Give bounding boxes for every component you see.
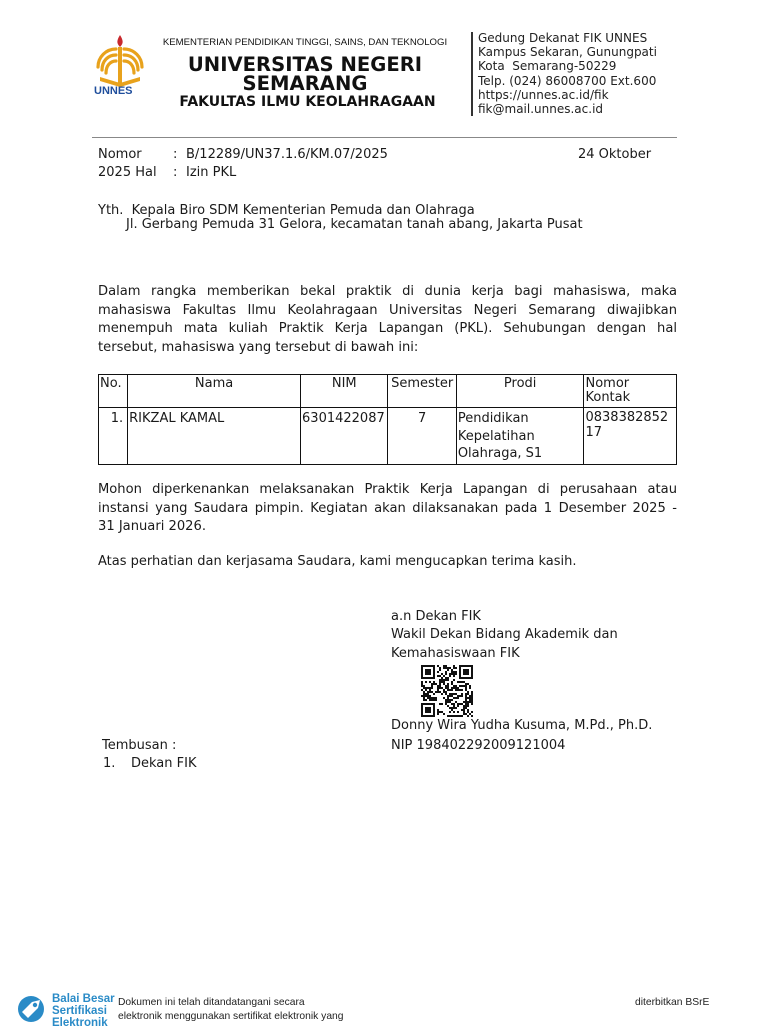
signatory-name: Donny Wira Yudha Kusuma, M.Pd., Ph.D. (391, 718, 653, 733)
email-link[interactable]: fik@mail.unnes.ac.id (478, 102, 604, 117)
address-line: Gedung Dekanat FIK UNNES (478, 31, 648, 45)
signature-on-behalf: a.n Dekan FIK (391, 609, 481, 624)
footer-disclaimer (118, 996, 344, 1024)
cell-nama: RIKZAL KAMAL (128, 408, 301, 465)
recipient-title: Yth. Kepala Biro SDM Kementerian Pemuda dan Olahraga (98, 203, 475, 218)
cell-semester: 7 (388, 408, 456, 465)
paragraph-line: mahasiswa Fakultas Ilmu Keolahragaan Universitas Negeri Semarang diwajibkan (98, 302, 677, 318)
nomor-label: Nomor (98, 147, 142, 162)
paragraph-line: Dalam rangka memberikan bekal praktik di dunia kerja bagi mahasiswa, maka (98, 284, 677, 299)
website-link[interactable]: https://unnes.ac.id/fik (478, 87, 609, 102)
student-table (98, 374, 677, 465)
column-header: Semester (388, 375, 456, 408)
letter-date: 24 Oktober (578, 147, 652, 162)
column-header: No. (99, 375, 128, 408)
closing-sentence: Atas perhatian dan kerjasama Saudara, kami mengucapkan terima kasih. (98, 554, 577, 569)
cc-label: Tembusan : (102, 738, 177, 753)
intro-paragraph (98, 283, 677, 357)
table-header-row (99, 375, 677, 408)
paragraph-line: instansi yang Saudara pimpin. Kegiatan akan dilaksanakan pada 1 Desember 2025 - (98, 500, 677, 516)
letterhead-divider (471, 32, 473, 116)
address-line: Kota Semarang-50229 (478, 59, 617, 74)
signature-qr-code[interactable] (421, 665, 473, 717)
column-header: Nomor Kontak (584, 375, 677, 408)
nomor-value: B/12289/UN37.1.6/KM.07/2025 (186, 147, 388, 162)
bsre-logo-icon (16, 992, 46, 1022)
bsre-line: Balai Besar (52, 993, 115, 1005)
table-row (99, 408, 677, 465)
cc-item-text: Dekan FIK (131, 756, 197, 771)
cell-no: 1. (99, 408, 128, 465)
faculty-address (478, 31, 657, 116)
cell-nim: 6301422087 (301, 408, 388, 465)
nomor-separator: : (173, 147, 178, 162)
signatory-nip: NIP 198402292009121004 (391, 738, 566, 753)
cc-item-number: 1. (103, 756, 116, 771)
footer-issuer: diterbitkan BSrE (635, 997, 710, 1008)
header-rule (92, 137, 677, 138)
unnes-logo (92, 33, 148, 103)
ministry-name: KEMENTERIAN PENDIDIKAN TINGGI, SAINS, DAN TEKNOLOGI (162, 37, 448, 48)
phone-line: Telp. (024) 86008700 Ext.600 (478, 73, 657, 88)
paragraph-line: 31 Januari 2026. (98, 519, 206, 534)
cell-prodi: Pendidikan Kepelatihan Olahraga, S1 (456, 408, 584, 465)
paragraph-line: tersebut, mahasiswa yang tersebut di bawah ini: (98, 339, 419, 355)
university-name-line2: SEMARANG (242, 72, 368, 95)
bsre-line: Elektronik (52, 1017, 108, 1029)
bsre-line: Sertifikasi (52, 1005, 107, 1017)
date-year-hal: 2025 Hal (98, 165, 157, 180)
footer-line: Dokumen ini telah ditandatangani secara (118, 997, 305, 1008)
hal-separator: : (173, 165, 178, 180)
cell-kontak: 083838285217 (584, 408, 677, 465)
logo-text: UNNES (94, 85, 133, 97)
request-paragraph (98, 481, 677, 537)
address-line: Kampus Sekaran, Gunungpati (478, 45, 657, 60)
recipient-address: Jl. Gerbang Pemuda 31 Gelora, kecamatan tanah abang, Jakarta Pusat (126, 217, 583, 232)
signature-position-cont: Kemahasiswaan FIK (391, 646, 520, 661)
paragraph-line: Mohon diperkenankan melaksanakan Praktik Kerja Lapangan di perusahaan atau (98, 482, 677, 497)
university-name-line1: UNIVERSITAS NEGERI (187, 53, 423, 76)
hal-value: Izin PKL (186, 165, 237, 180)
column-header: Nama (128, 375, 301, 408)
signature-position: Wakil Dekan Bidang Akademik dan (391, 627, 618, 642)
column-header: NIM (301, 375, 388, 408)
column-header: Prodi (456, 375, 584, 408)
footer-line: elektronik menggunakan sertifikat elektronik yang (118, 1011, 344, 1022)
university-name (160, 55, 450, 93)
faculty-name: FAKULTAS ILMU KEOLAHRAGAAN (179, 94, 436, 110)
paragraph-line: menempuh mata kuliah Praktik Kerja Lapangan (PKL). Sehubungan dengan hal (98, 321, 677, 336)
